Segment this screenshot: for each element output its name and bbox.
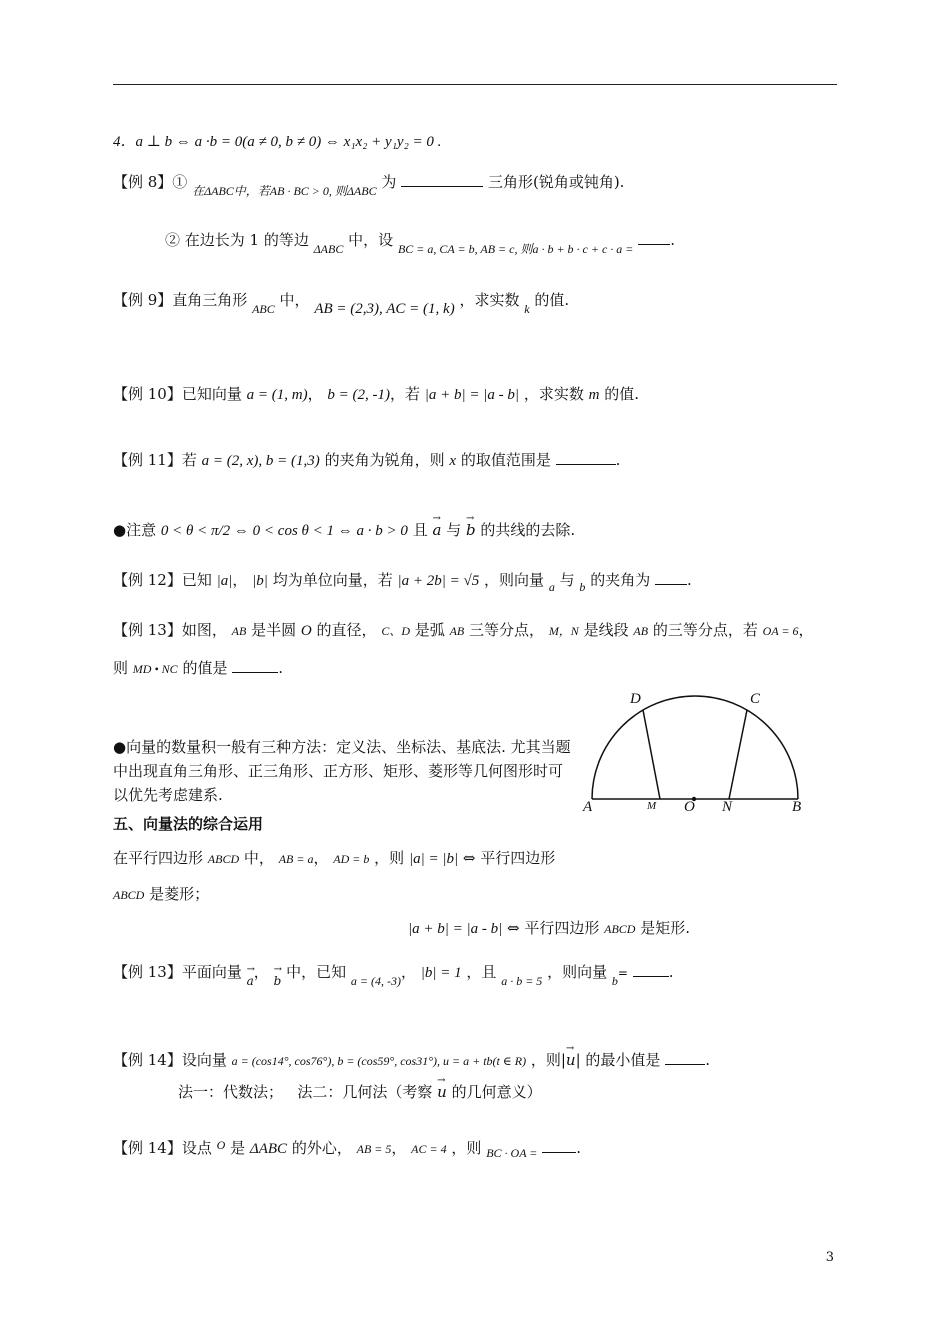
example-10: 【例 10】已知向量 a = (1, m)， b = (2, -1)，若 |a + b| = |a - b| ，求实数 m 的值. — [113, 385, 640, 403]
section-heading-5: 五、向量法的综合运用 — [113, 815, 264, 833]
semicircle-figure — [580, 684, 810, 816]
label-o: O — [684, 799, 695, 815]
example-12: 【例 12】已知 |a|， |b| 均为单位向量，若 |a + 2b| = √5 ，则向量 $_a$ 与 $_b$ 的夹角为 . — [113, 571, 692, 594]
label-a: A — [583, 799, 593, 815]
example-14-circumcenter: 【例 14】设点 $^O$ 是 ΔABC 的外心， AB = 5， AC = 4 ，则 $_{BC \cdot OA =}$ . — [113, 1138, 581, 1160]
answer-blank[interactable] — [638, 230, 670, 245]
note-acute-angle: ●注意 0 < θ < π/2 ⇔ 0 < cos θ < 1 ⇔ a · b > 0 且 → a 与 → b 的共线的去除. — [113, 520, 575, 541]
label-c: C — [750, 691, 761, 707]
example-9: 【例 9】直角三角形 $_{ABC}$ 中， AB = (2,3), AC = (1, k) ，求实数 $_k$ 的值. — [113, 291, 570, 317]
answer-blank[interactable] — [655, 570, 687, 585]
answer-blank[interactable] — [556, 450, 616, 465]
example-8-part2: ② 在边长为 1 的等边 $_{\Delta ABC}$ 中，设 $_{BC = a, CA = b, AB = c, 则a \cdot b + b \cdot c + c \cdot a =}$ . — [165, 231, 675, 256]
label-d: D — [630, 691, 641, 707]
semicircle-arc — [592, 696, 798, 799]
parallelogram-rhombus: 在平行四边形 ABCD 中， AB = a， AD = b ，则 |a| = |b| ⇔ 平行四边形 — [113, 849, 556, 867]
item-4: 4．a ⊥ b ⇔ a ·b = 0(a ≠ 0, b ≠ 0) ⇔ x₁x₂ + y₁y₂ = 0 . — [113, 134, 442, 150]
answer-blank[interactable] — [665, 1050, 705, 1065]
label-n: N — [722, 799, 733, 815]
label-m: M — [647, 800, 657, 812]
example-14-methods: 法一：代数法； 法二：几何法（考察 → u 的几何意义） — [178, 1082, 542, 1102]
parallelogram-rectangle: |a + b| = |a - b| ⇔ 平行四边形 ABCD 是矩形. — [408, 919, 691, 937]
parallelogram-rhombus-cont: ABCD 是菱形； — [113, 885, 210, 903]
segment-md — [643, 710, 660, 799]
example-8-part1: 【例 8】① $_{在\Delta ABC中,若AB \cdot BC > 0, 则\Delta ABC}$ 为 三角形(锐角或钝角). — [113, 173, 625, 198]
example-13-question: 则 MD • NC 的值是 . — [113, 659, 284, 677]
header-rule — [113, 84, 837, 85]
answer-blank[interactable] — [542, 1138, 576, 1153]
example-13-semicircle: 【例 13】如图， AB 是半圆 O 的直径， C、D 是弧 AB 三等分点， M，N 是线段 AB 的三等分点，若 OA = 6， — [113, 621, 814, 639]
example-13-plane-vectors: 【例 13】平面向量 → a， → b 中，已知 $_{a = (4, -3)}$， |b| = 1 ，且 $_{a \cdot b = 5}$ ，则向量 $_b$= . — [113, 962, 674, 983]
example-11: 【例 11】若 a = (2, x), b = (1,3) 的夹角为锐角，则 x 的取值范围是 . — [113, 451, 621, 469]
page-number: 3 — [825, 1250, 834, 1265]
answer-blank[interactable] — [633, 962, 669, 977]
answer-blank[interactable] — [232, 658, 278, 673]
answer-blank[interactable] — [401, 172, 483, 187]
example-14-min-norm: 【例 14】设向量 a = (cos14°, cos76°), b = (cos59°, cos31°), u = a + tb(t ∈ R) ，则|→ u| 的最小值是 . — [113, 1050, 710, 1071]
label-b: B — [792, 799, 802, 815]
segment-nc — [729, 710, 747, 799]
note-dot-product-methods: ●向量的数量积一般有三种方法：定义法、坐标法、基底法. 尤其当题中出现直角三角形、正三角形、正方形、矩形、菱形等几何图形时可以优先考虑建系. — [113, 738, 571, 804]
